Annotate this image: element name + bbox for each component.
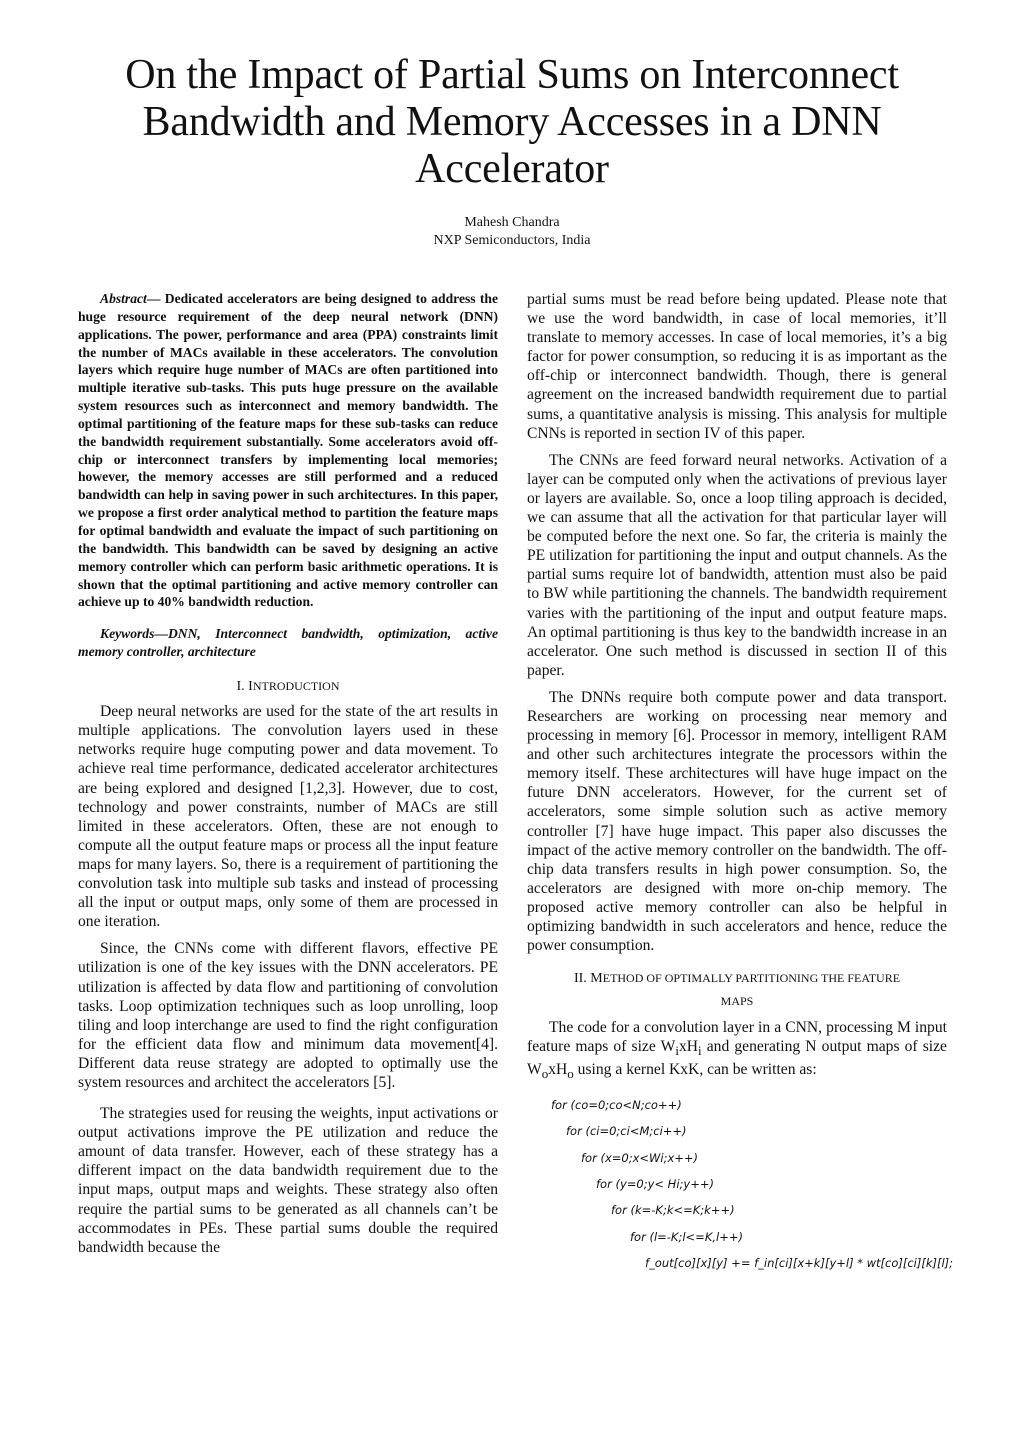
code-line: for (x=0;x<Wi;x++) bbox=[581, 1150, 699, 1165]
intro-paragraph-3-continued: partial sums must be read before being updated. Please note that we use the word bandwidth, in case of local memories, it’ll translate to memory accesses. In case of local memories, it’s a big factor for power consumption, so reducing it is as important as the off-chip or interconnect bandwidth. Though, there is general agreement on the increased bandwidth requirement due to partial sums, a quantitative analysis is missing. This analysis for multiple CNNs is reported in section IV of this paper. bbox=[527, 291, 947, 442]
abstract-text: Dedicated accelerators are being designed to address the huge resource requirement of the deep neural network (DNN) applications. The power, performance and area (PPA) constraints limit the number of MACs available in these accelerators. The convolution layers which require huge number of MACs are often partitioned into multiple iterative sub-tasks. This puts huge pressure on the available system resources such as interconnect and memory bandwidth. The optimal partitioning of the feature maps for these sub-tasks can reduce the bandwidth requirement substantially. Some accelerators avoid off-chip or interconnect transfers by implementing local memories; however, the memory accesses are still performed and a reduced bandwidth can help in saving power in such architectures. In this paper, we propose a first order analytical method to partition the feature maps for optimal bandwidth and evaluate the impact of such partitioning on the bandwidth. This bandwidth can be saved by designing an active memory controller which can perform basic arithmetic operations. It is shown that the optimal partitioning and active memory controller can achieve up to 40% bandwidth reduction. bbox=[78, 291, 498, 610]
code-line: for (co=0;co<N;co++) bbox=[551, 1097, 682, 1112]
section-1-heading: I. INTRODUCTION bbox=[236, 679, 340, 695]
abstract bbox=[78, 290, 498, 611]
intro-paragraph-3: The strategies used for reusing the weights, input activations or output activations improve the PE utilization and reduce the amount of data transfer. However, each of these strategy has a different impact on the data bandwidth requirement due to the input maps, output maps and weights. These strategy also often require the partial sums to be generated as all channels can’t be accommodates in PEs. These partial sums double the required bandwidth because the bbox=[78, 1105, 498, 1256]
code-listing bbox=[527, 1092, 954, 1277]
code-line: for (y=0;y< Hi;y++) bbox=[596, 1176, 714, 1191]
code-line: for (l=-K;l<=K,l++) bbox=[630, 1229, 743, 1244]
section-2-heading: II. METHOD OF OPTIMALLY PARTITIONING THE FEATURE MAPS bbox=[573, 971, 901, 1009]
code-line: for (k=-K;k<=K;k++) bbox=[611, 1203, 735, 1218]
method-intro: The code for a convolution layer in a CNN, processing M input feature maps of size $W_ixH_i$ and generating N output maps of size $W_oxH_o$ using a kernel KxK, can be written as: bbox=[527, 1019, 947, 1082]
intro-paragraph-4: The CNNs are feed forward neural networks. Activation of a layer can be computed only when the activations of previous layer or layers are available. So, once a loop tiling approach is decided, we can assume that all the activation for that particular layer will be computed before the next one. So far, the criteria is mainly the PE utilization for partitioning the input and output channels. As the partial sums require lot of bandwidth, attention must also be paid to BW while partitioning the channels. The bandwidth requirement varies with the partitioning of the input and output feature maps. An optimal partitioning is thus key to the bandwidth increase in an accelerator. One such method is discussed in section II of this paper. bbox=[527, 451, 947, 679]
paper-title: On the Impact of Partial Sums on Interconnect Bandwidth and Memory Accesses in a DNN Accelerator bbox=[125, 52, 899, 192]
intro-paragraph-5: The DNNs require both compute power and data transport. Researchers are working on processing near memory and processing in memory [6]. Processor in memory, intelligent RAM and other such architectures integrate the processors within the memory itself. These architectures will have huge impact on the future DNN accelerators. However, for the current set of accelerators, some simple solution such as active memory controller [7] have huge impact. This paper also discusses the impact of the active memory controller on the bandwidth. The off-chip data transfers results in high power consumption. So, the accelerators are designed with more on-chip memory. The proposed active memory controller can also be helpful in optimizing bandwidth in such accelerators and hence, reduce the power consumption. bbox=[527, 688, 947, 955]
left-column bbox=[78, 290, 498, 1265]
right-column bbox=[527, 290, 954, 1277]
keywords: Keywords—DNN, Interconnect bandwidth, optimization, active memory controller, architecture bbox=[78, 626, 498, 660]
intro-paragraph-1: Deep neural networks are used for the state of the art results in multiple applications. The convolution layers used in these networks require huge computing power and data movement. To achieve real time performance, dedicated accelerator architectures are being explored and designed [1,2,3]. However, due to cost, technology and power constraints, number of MACs are still limited in these accelerators. Often, these are not enough to compute all the output feature maps or process all the input feature maps for many layers. So, there is a requirement of partitioning the convolution task into multiple sub tasks and instead of processing all the input or output maps, only some of them are processed in one iteration. bbox=[78, 703, 498, 931]
abstract-label: Abstract bbox=[100, 291, 147, 306]
abstract-dash: — bbox=[146, 291, 165, 306]
author-affiliation: NXP Semiconductors, India bbox=[433, 233, 591, 248]
author-name: Mahesh Chandra bbox=[464, 215, 560, 230]
code-line: for (ci=0;ci<M;ci++) bbox=[566, 1124, 687, 1139]
intro-paragraph-2: Since, the CNNs come with different flavors, effective PE utilization is one of the key issues with the DNN accelerators. PE utilization is affected by data flow and partitioning of convolution tasks. Loop optimization techniques such as loop unrolling, loop tiling and loop interchange are used to find the right configuration for the efficient data flow and minimum data movement[4]. Different data reuse strategy are adopted to optimally use the system resources and architect the accelerators [5]. bbox=[78, 940, 498, 1091]
code-line: f_out[co][x][y] += f_in[ci][x+k][y+l] * wt[co][ci][k][l]; bbox=[645, 1256, 954, 1271]
